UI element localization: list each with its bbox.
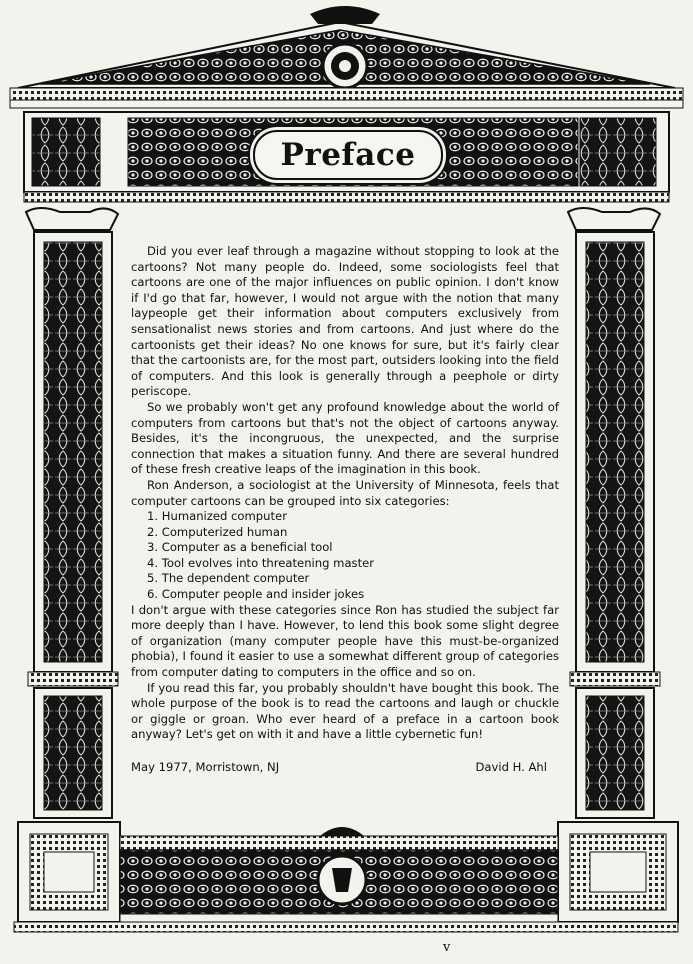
page-number: v (443, 940, 451, 955)
list-item: 3. Computer as a beneficial tool (147, 540, 333, 555)
list-item: 4. Tool evolves into threatening master (147, 555, 375, 570)
paragraph: So we probably won't get any profound knowledge about the world of computers from cartoons but that's not the object of cartoons anyway. Besides, it's the incongruous, the unexpected, and the surprise connection that makes a situation funny. And there are several hundred of these fresh creative leaps of the imagination in this book. (131, 399, 559, 477)
paragraph: If you read this far, you probably shouldn't have bought this book. The whole purpose of the book is to read the cartoons and laugh or chuckle or giggle or groan. Who ever heard of a preface in a cartoon book anyway? Let's get on with it and have a little cybernetic fun! (131, 680, 559, 742)
author: David H. Ahl (475, 760, 547, 774)
paragraph: Ron Anderson, a sociologist at the University of Minnesota, feels that computer cartoons can be grouped into six categories: (131, 477, 559, 508)
preface-body (131, 244, 559, 743)
page-title: Preface (280, 137, 416, 173)
paragraph: I don't argue with these categories since Ron has studied the subject far more deeply than I have. However, to lend this book some slight degree of organization (many computer people have this must-be-organized phobia), I found it easier to use a somewhat different group of categories from computer dating to computers in the office and so on. (131, 602, 559, 680)
category-list (131, 509, 559, 603)
paragraph: Did you ever leaf through a magazine without stopping to look at the cartoons? Not many people do. Indeed, some sociologists feel that cartoons are one of the major influences on public opinion. I don't know if I'd go that far, however, I would not argue with the notion that many laypeople get their information about computers exclusively from sensationalist news stories and from cartoons. And just where do the cartoonists get their ideas? No one knows for sure, but it's fairly clear that the cartoonists are, for the most part, outsiders looking into the field of computers. And this look is generally through a peephole or dirty periscope. (131, 244, 559, 399)
title-plate (253, 130, 443, 180)
list-item: 5. The dependent computer (147, 571, 310, 586)
date-place: May 1977, Morristown, NJ (131, 760, 280, 774)
list-item: 6. Computer people and insider jokes (147, 587, 365, 602)
list-item: 2. Computerized human (147, 524, 288, 539)
signature-line (131, 760, 547, 774)
list-item: 1. Humanized computer (147, 509, 287, 524)
